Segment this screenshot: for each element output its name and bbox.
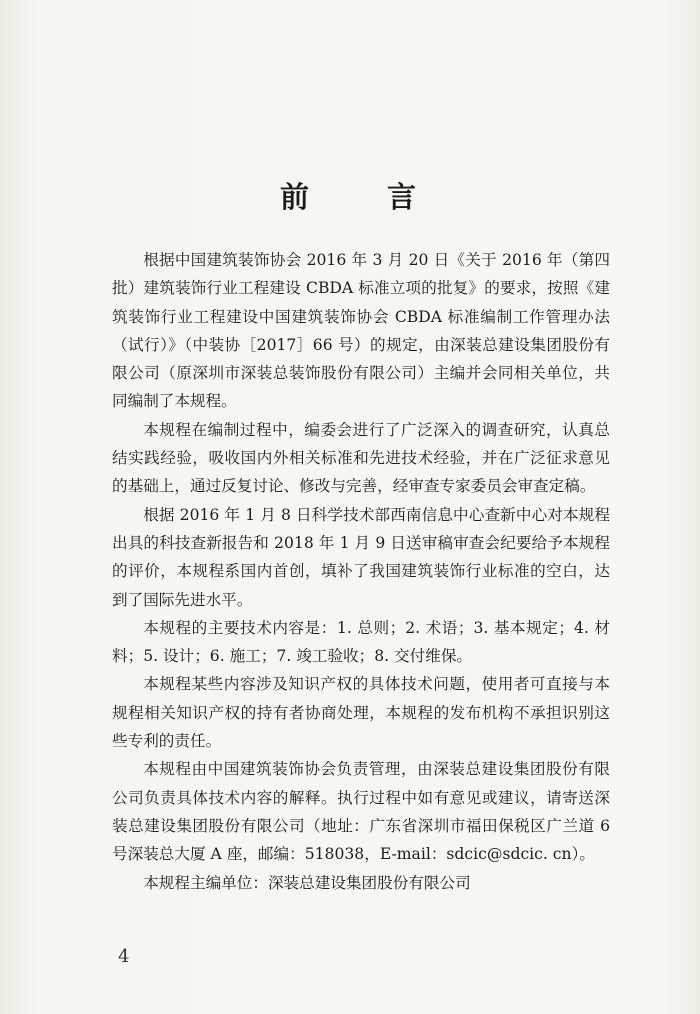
paragraph-2: 本规程在编制过程中，编委会进行了广泛深入的调查研究，认真总结实践经验，吸收国内外相关标准和先进技术经验，并在广泛征求意见的基础上，通过反复讨论、修改与完善，经审查专家委员会审查定稿。 xyxy=(112,420,610,496)
page-number: 4 xyxy=(118,946,130,967)
paragraph-4: 本规程的主要技术内容是：1. 总则；2. 术语；3. 基本规定；4. 材料；5. 设计；6. 施工；7. 竣工验收；8. 交付维保。 xyxy=(112,618,610,666)
page-title: 前 言 xyxy=(279,180,451,214)
paragraph-6: 本规程由中国建筑装饰协会负责管理，由深装总建设集团股份有限公司负责具体技术内容的解释。执行过程中如有意见或建议，请寄送深装总建设集团股份有限公司（地址：广东省深圳市福田保税区广兰道 6 号深装总大厦 A 座，邮编：518038，E-mail：sdcic@sdcic. cn）。 xyxy=(112,760,610,864)
paragraph-5: 本规程某些内容涉及知识产权的具体技术问题，使用者可直接与本规程相关知识产权的持有者协商处理，本规程的发布机构不承担识别这些专利的责任。 xyxy=(112,675,610,751)
paragraph-7: 本规程主编单位：深装总建设集团股份有限公司 xyxy=(143,873,471,892)
paragraph-3: 根据 2016 年 1 月 8 日科学技术部西南信息中心查新中心对本规程出具的科技查新报告和 2018 年 1 月 9 日送审稿审查会纪要给予本规程的评价，本规程系国内首创，填补了我国建筑装饰行业标准的空白，达到了国际先进水平。 xyxy=(112,505,610,609)
document-body xyxy=(112,246,610,897)
paragraph-1: 根据中国建筑装饰协会 2016 年 3 月 20 日《关于 2016 年（第四批）建筑装饰行业工程建设 CBDA 标准立项的批复》的要求，按照《建筑装饰行业工程建设中国建筑装饰协会 CBDA 标准编制工作管理办法（试行）》（中装协［2017］66 号）的规定，由深装总建设集团股份有限公司（原深圳市深装总装饰股份有限公司）主编并会同相关单位，共同编制了本规程。 xyxy=(112,251,610,411)
